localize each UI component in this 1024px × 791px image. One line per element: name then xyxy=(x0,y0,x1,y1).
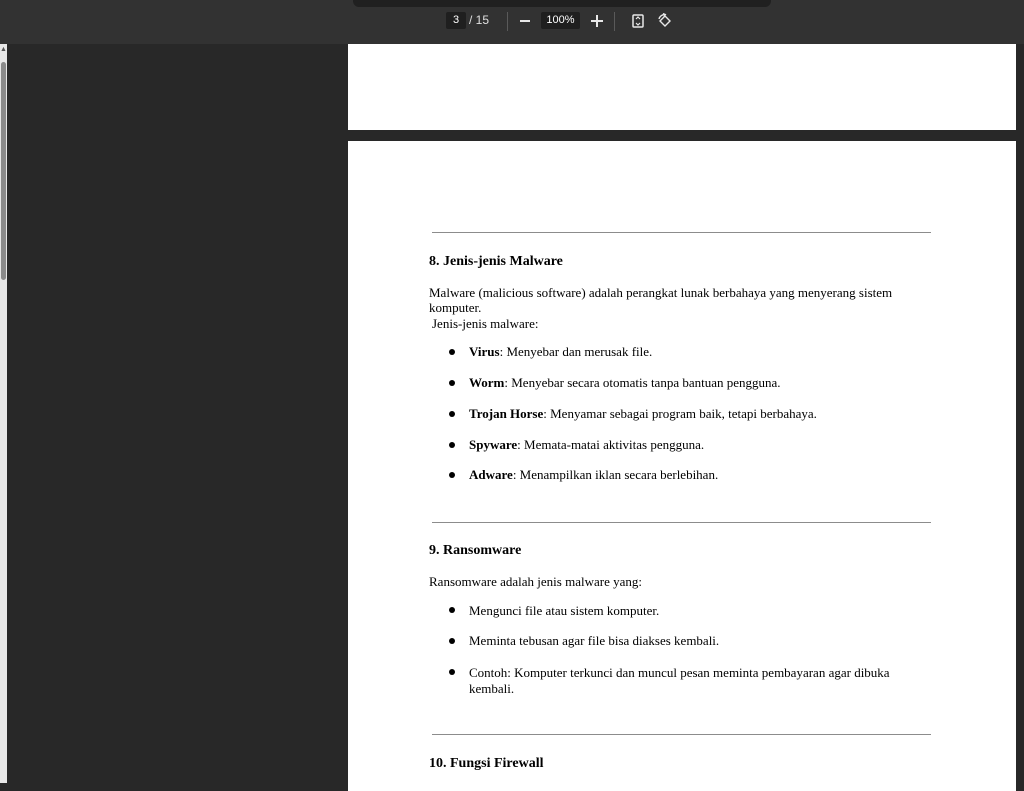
section-divider xyxy=(432,734,931,735)
section-heading: 9. Ransomware xyxy=(429,543,522,558)
toolbar-divider xyxy=(507,12,508,31)
section-heading: 10. Fungsi Firewall xyxy=(429,756,544,771)
section-divider xyxy=(432,232,931,233)
bullet xyxy=(449,442,455,448)
bullet xyxy=(449,411,455,417)
list-item: Virus: Menyebar dan merusak file. xyxy=(469,344,653,359)
scroll-up-arrow-icon[interactable]: ▲ xyxy=(0,45,7,53)
rotate-button[interactable] xyxy=(654,10,676,32)
section-divider xyxy=(432,522,931,523)
list-item: Worm: Menyebar secara otomatis tanpa bantuan pengguna. xyxy=(469,375,781,390)
zoom-input[interactable]: 100% xyxy=(541,12,580,29)
list-item: Adware: Menampilkan iklan secara berlebihan. xyxy=(469,467,719,482)
pdf-toolbar xyxy=(0,0,1024,44)
fit-page-button[interactable] xyxy=(627,10,649,32)
section-heading: 8. Jenis-jenis Malware xyxy=(429,254,563,269)
zoom-out-button[interactable] xyxy=(514,10,536,32)
bullet xyxy=(449,380,455,386)
minus-icon xyxy=(520,20,530,22)
bullet xyxy=(449,638,455,644)
list-item-continuation: kembali. xyxy=(469,681,515,696)
zoom-in-button[interactable] xyxy=(586,10,608,32)
paragraph-line: Malware (malicious software) adalah perangkat lunak berbahaya yang menyerang sistem xyxy=(429,285,893,300)
bullet xyxy=(449,472,455,478)
pdf-page-current xyxy=(348,141,1016,791)
toolbar-divider xyxy=(614,12,615,31)
pdf-page-previous xyxy=(348,44,1016,130)
paragraph-line: Jenis-jenis malware: xyxy=(432,316,539,331)
bullet xyxy=(449,607,455,613)
page-number-input[interactable]: 3 xyxy=(446,12,466,29)
toolbar-title-strip xyxy=(353,0,771,7)
paragraph-line: komputer. xyxy=(429,300,482,315)
list-item: Contoh: Komputer terkunci dan muncul pesan meminta pembayaran agar dibuka xyxy=(469,665,890,680)
bullet xyxy=(449,669,455,675)
list-item: Meminta tebusan agar file bisa diakses kembali. xyxy=(469,633,720,648)
scrollbar-thumb[interactable] xyxy=(1,62,6,280)
fit-page-icon xyxy=(632,14,644,28)
list-item: Mengunci file atau sistem komputer. xyxy=(469,603,660,618)
paragraph-line: Ransomware adalah jenis malware yang: xyxy=(429,574,642,589)
rotate-icon xyxy=(657,13,673,29)
list-item: Trojan Horse: Menyamar sebagai program baik, tetapi berbahaya. xyxy=(469,406,817,421)
plus-icon xyxy=(591,15,603,27)
bullet xyxy=(449,349,455,355)
page-total: / 15 xyxy=(469,13,490,27)
list-item: Spyware: Memata-matai aktivitas pengguna. xyxy=(469,437,705,452)
